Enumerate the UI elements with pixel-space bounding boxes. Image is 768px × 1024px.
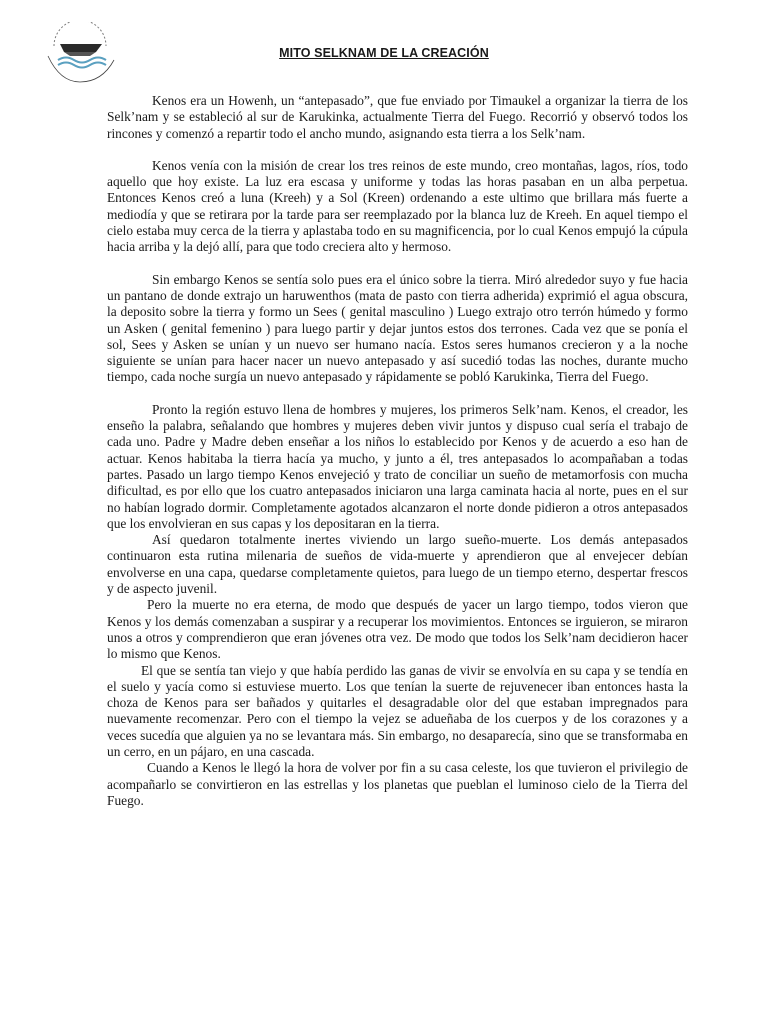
paragraph-3: Sin embargo Kenos se sentía solo pues era el único sobre la tierra. Miró alrededor suyo y fue hacia un pantano de donde extrajo un haruwenthos (mata de pasto con tierra adherida) exprimió el agua obscura, la deposito sobre la tierra y formo un Sees ( genital masculino ) Luego extrajo otro terrón húmedo y formo un Asken ( genital femenino ) para luego partir y dejar juntos estos dos terrones. Cada vez que se ponía el sol, Sees y Asken se unían y un nuevo ser humano nacía. Estos seres humanos crecieron y a la noche siguiente se unían para hacer nacer un nuevo antepasado y así sucedió todas las noches, durante mucho tiempo, cada noche surgía un nuevo antepasado y rápidamente se pobló Karukinka, Tierra del Fuego. bbox=[107, 271, 688, 385]
document-body bbox=[107, 93, 688, 809]
paragraph-2: Kenos venía con la misión de crear los tres reinos de este mundo, creo montañas, lagos, ríos, todo aquello que hoy existe. La luz era escasa y uniforme y todas las horas pasaban en un alba perpetua. Entonces Kenos creó a luna (Kreeh) y a Sol (Kreen) ordenando a este ultimo que brillara más fuerte a mediodía y que se retirara por la tarde para ser reemplazado por la blanca luz de Kreeh. En aquel tiempo el cielo estaba muy cerca de la tierra y aplastaba todo en su magnificencia, por lo cual Kenos empujó la cúpula hacia arriba y la dejó allí, para que todo creciera alto y hermoso. bbox=[107, 157, 688, 255]
paragraph-7: El que se sentía tan viejo y que había perdido las ganas de vivir se envolvía en su capa y se tendía en el suelo y yacía como si estuviese muerto. Los que tenían la suerte de rejuvenecer iban entonces hasta la choza de Kenos para ser bañados y quitarles el desagradable olor del que estaban impregnados para nuevamente recomenzar. Pero con el tiempo la vejez se adueñaba de los cuerpos y de los corazones y a veces sucedía que alguien ya no se levantara más. Sin embargo, no desaparecía, sino que se transformaba en un cerro, en un pájaro, en una cascada. bbox=[107, 662, 688, 759]
paragraph-1: Kenos era un Howenh, un “antepasado”, que fue enviado por Timaukel a organizar la tierra de los Selk’nam y se estableció al sur de Karukinka, actualmente Tierra del Fuego. Recorrió y observó todos los rincones y comenzó a repartir todo el ancho mundo, asignando esta tierra a los Selk’nam. bbox=[107, 93, 688, 141]
document-title: MITO SELKNAM DE LA CREACIÓN bbox=[279, 46, 489, 60]
paragraph-4: Pronto la región estuvo llena de hombres y mujeres, los primeros Selk’nam. Kenos, el creador, les enseño la palabra, señalando que hombres y mujeres deben vivir juntos y dispuso cual sería el trabajo de cada uno. Padre y Madre deben enseñar a los niños lo establecido por Kenos y de acuerdo a eso han de actuar. Kenos habitaba la tierra hacía ya mucho, y junto a él, tres antepasados lo acompañaban a todas partes. Pasado un largo tiempo Kenos envejeció y trato de conciliar un sueño de metamorfosis con mucha dificultad, es por ello que los cuatro antepasados iniciaron una larga caminata hacia al norte, pues en el sur no habían logrado dormir. Completamente agotados alcanzaron el norte donde pidieron a otros antepasados que los envolvieran en sus capas y los depositaran en la tierra. bbox=[107, 401, 688, 531]
paragraph-5: Así quedaron totalmente inertes viviendo un largo sueño-muerte. Los demás antepasados continuaron esta rutina milenaria de sueños de vida-muerte y aprendieron que al envejecer debían envolverse en una capa, quedarse completamente quietos, para luego de un tiempo eterno, despertar frescos y de aspecto juvenil. bbox=[107, 532, 688, 597]
paragraph-6: Pero la muerte no era eterna, de modo que después de yacer un largo tiempo, todos vieron que Kenos y los demás comenzaban a suspirar y a recuperar los movimientos. Entonces se irguieron, se miraron unos a otros y comprendieron que eran jóvenes otra vez. De modo que todos los Selk’nam decidieron hacer lo mismo que Kenos. bbox=[107, 597, 688, 662]
paragraph-8: Cuando a Kenos le llegó la hora de volver por fin a su casa celeste, los que tuvieron el privilegio de acompañarlo se convirtieron en las estrellas y los planetas que pueblan el luminoso cielo de la Tierra del Fuego. bbox=[107, 760, 688, 808]
